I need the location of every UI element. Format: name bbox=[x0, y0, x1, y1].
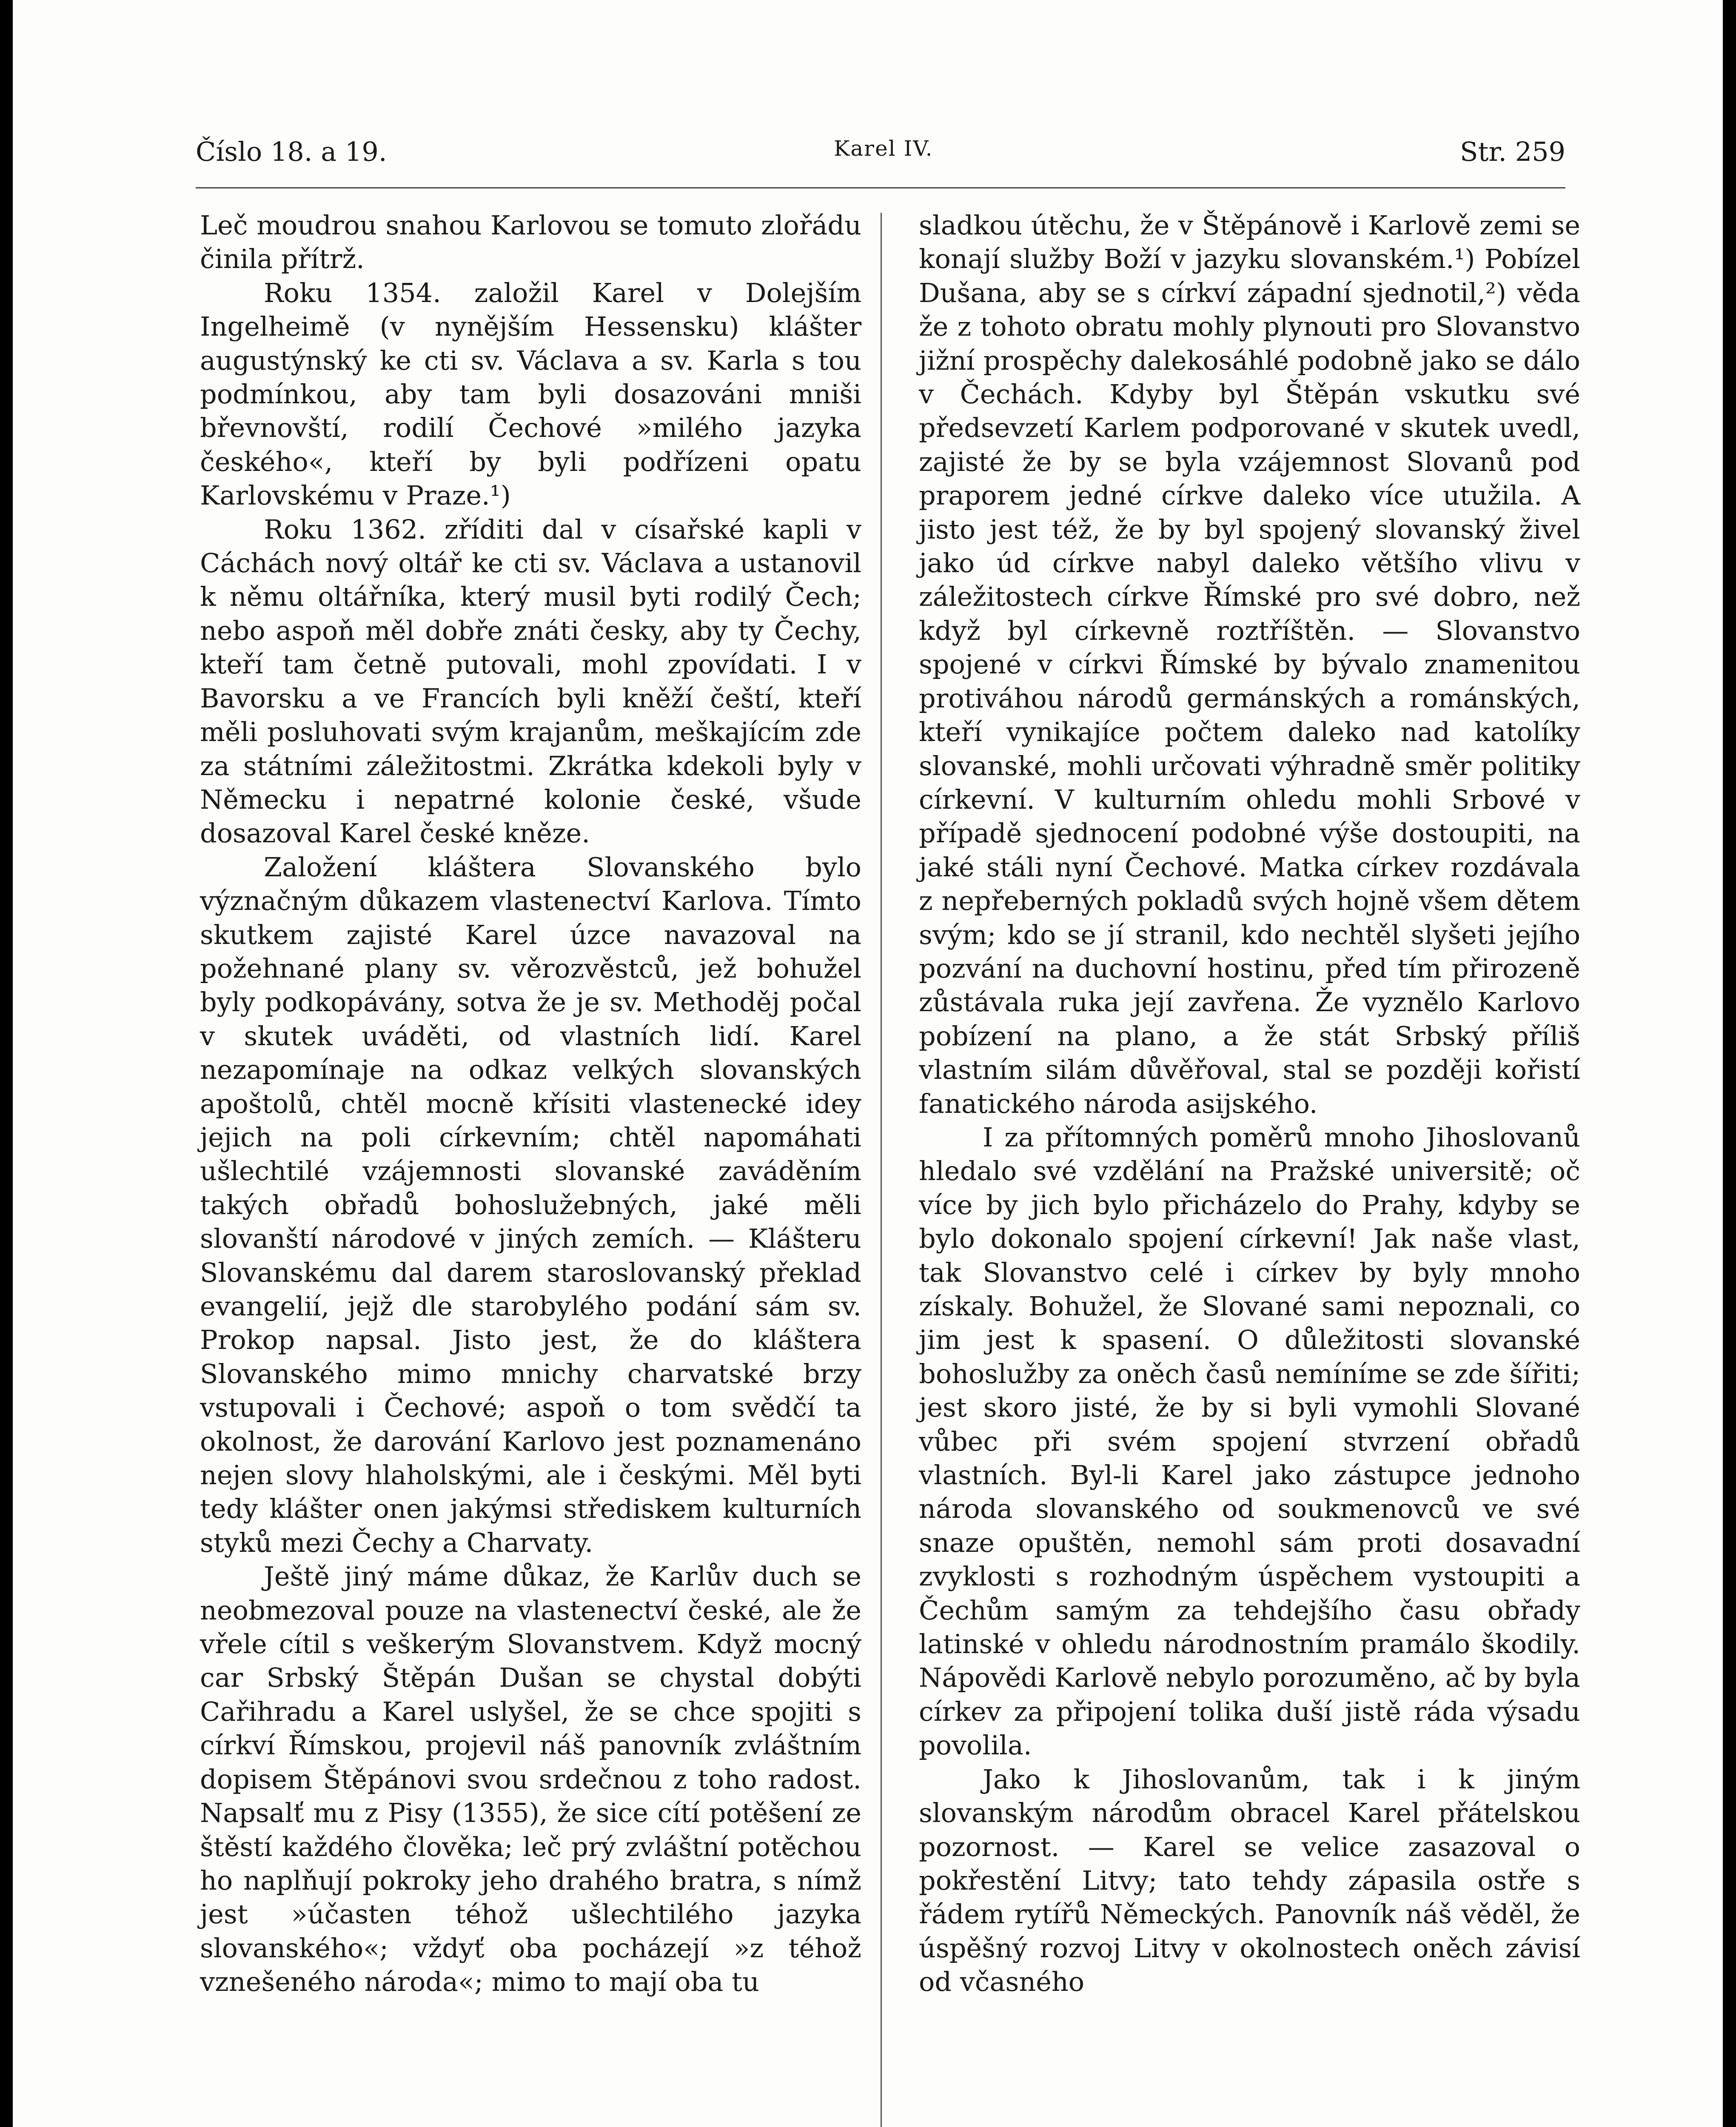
issue-number: Číslo 18. a 19. bbox=[196, 136, 387, 167]
right-column bbox=[919, 208, 1580, 1999]
column-divider bbox=[881, 213, 882, 2127]
page-number: Str. 259 bbox=[1460, 136, 1565, 167]
paragraph: Roku 1362. zříditi dal v císařské kapli v Cáchách nový oltář ke cti sv. Václava a ustanovil k němu oltářníka, který musil byti rodilý Čech; nebo aspoň měl dobře znáti česky, aby ty Čechy, kteří tam četně putovali, mohl zpovídati. I v Bavorsku a ve Francích byli kněží čeští, kteří měli posluhovati svým krajanům, meškajícím zde za státními záležitostmi. Zkrátka kdekoli byly v Německu i nepatrné kolonie české, všude dosazoval Karel české kněze. bbox=[200, 513, 861, 849]
running-title: Karel IV. bbox=[834, 136, 933, 161]
paragraph: Roku 1354. založil Karel v Dolejším Ingelheimě (v nynějším Hessensku) klášter augustýnský ke cti sv. Václava a sv. Karla s tou podmínkou, aby tam byli dosazováni mniši břevnovští, rodilí Čechové »milého jazyka českého«, kteří by byli podřízeni opatu Karlovskému v Praze.¹) bbox=[200, 277, 861, 511]
running-header bbox=[196, 136, 1565, 183]
paragraph: sladkou útěchu, že v Štěpánově i Karlově zemi se konají služby Boží v jazyku slovanském.¹) Pobízel Dušana, aby se s církví západní sjednotil,²) věda že z tohoto obratu mohly plynouti pro Slovanstvo jižní prospěchy dalekosáhlé podobně jako se dálo v Čechách. Kdyby byl Štěpán vskutku své předsevzetí Karlem podporované v skutek uvedl, zajisté že by se byla vzájemnost Slovanů pod praporem jedné církve daleko více utužila. A jisto jest též, že by byl spojený slovanský živel jako úd církve nabyl daleko většího vlivu v záležitostech církve Římské pro své dobro, než když byl církevně roztříštěn. — Slovanstvo spojené v církvi Římské by bývalo znamenitou protiváhou národů germánských a románských, kteří vynikajíce počtem daleko nad katolíky slovanské, mohli určovati výhradně směr politiky církevní. V kulturním ohledu mohli Srbové v případě sjednocení podobné výše dostoupiti, na jaké stáli nyní Čechové. Matka církev rozdávala z nepřeberných pokladů svých hojně všem dětem svým; kdo se jí stranil, kdo nechtěl slyšeti jejího pozvání na duchovní hostinu, před tím přirozeně zůstávala ruka její zavřena. Že vyznělo Karlovo pobízení na plano, a že stát Srbský příliš vlastním silám důvěřoval, stal se později kořistí fanatického národa asijského. bbox=[919, 210, 1580, 1119]
left-column bbox=[200, 208, 861, 1999]
document-page bbox=[13, 0, 1723, 2127]
paragraph: Jako k Jihoslovanům, tak i k jiným slovanským národům obracel Karel přátelskou pozornost. — Karel se velice zasazoval o pokřestění Litvy; tato tehdy zápasila ostře s řádem rytířů Německých. Panovník náš věděl, že úspěšný rozvoj Litvy v okolnostech oněch závisí od včasného bbox=[919, 1763, 1580, 1998]
header-rule bbox=[196, 187, 1565, 188]
paragraph: Leč moudrou snahou Karlovou se tomuto zlořádu činila přítrž. bbox=[200, 210, 861, 275]
paragraph: I za přítomných poměrů mnoho Jihoslovanů hledalo své vzdělání na Pražské universitě; oč více by jich bylo přicházelo do Prahy, kdyby se bylo dokonalo spojení církevní! Jak naše vlast, tak Slovanstvo celé i církev by byly mnoho získaly. Bohužel, že Slované sami nepoznali, co jim jest k spasení. O důležitosti slovanské bohoslužby za oněch časů nemíníme se zde šířiti; jest skoro jisté, že by si byli vymohli Slované vůbec při svém spojení stvrzení obřadů vlastních. Byl-li Karel jako zástupce jednoho národa slovanského od soukmenovců ve své snaze opuštěn, nemohl sám proti dosavadní zvyklosti s rozhodným úspěchem vystoupiti a Čechům samým za tehdejšího času obřady latinské v ohledu národnostním pramálo škodily. Nápovědi Karlově nebylo porozuměno, ač by byla církev za připojení tolika duší jistě ráda výsadu povolila. bbox=[919, 1121, 1580, 1761]
paragraph: Ještě jiný máme důkaz, že Karlův duch se neobmezoval pouze na vlastenectví české, ale že vřele cítil s veškerým Slovanstvem. Když mocný car Srbský Štěpán Dušan se chystal dobýti Cařihradu a Karel uslyšel, že se chce spojiti s církví Římskou, projevil náš panovník zvláštním dopisem Štěpánovi svou srdečnou z toho radost. Napsalť mu z Pisy (1355), že sice cítí potěšení ze štěstí každého člověka; leč prý zvláštní potěchou ho naplňují pokroky jeho drahého bratra, s nímž jest »účasten téhož ušlechtilého jazyka slovanského«; vždyť oba pocházejí »z téhož vznešeného národa«; mimo to mají oba tu bbox=[200, 1561, 861, 1998]
paragraph: Založení kláštera Slovanského bylo význačným důkazem vlastenectví Karlova. Tímto skutkem zajisté Karel úzce navazoval na požehnané plany sv. věrozvěstců, jež bohužel byly podkopávány, sotva že je sv. Methoděj počal v skutek uváděti, od vlastních lidí. Karel nezapomínaje na odkaz velkých slovanských apoštolů, chtěl mocně křísiti vlastenecké idey jejich na poli církevním; chtěl napomáhati ušlechtilé vzájemnosti slovanské zaváděním takých obřadů bohoslužebných, jaké měli slovanští národové v jiných zemích. — Klášteru Slovanskému dal darem staroslovanský překlad evangelií, jejž dle starobylého podání sám sv. Prokop napsal. Jisto jest, že do kláštera Slovanského mimo mnichy charvatské brzy vstupovali i Čechové; aspoň o tom svědčí ta okolnost, že darování Karlovo jest poznamenáno nejen slovy hlaholskými, ale i českými. Měl byti tedy klášter onen jakýmsi střediskem kulturních styků mezi Čechy a Charvaty. bbox=[200, 851, 861, 1558]
